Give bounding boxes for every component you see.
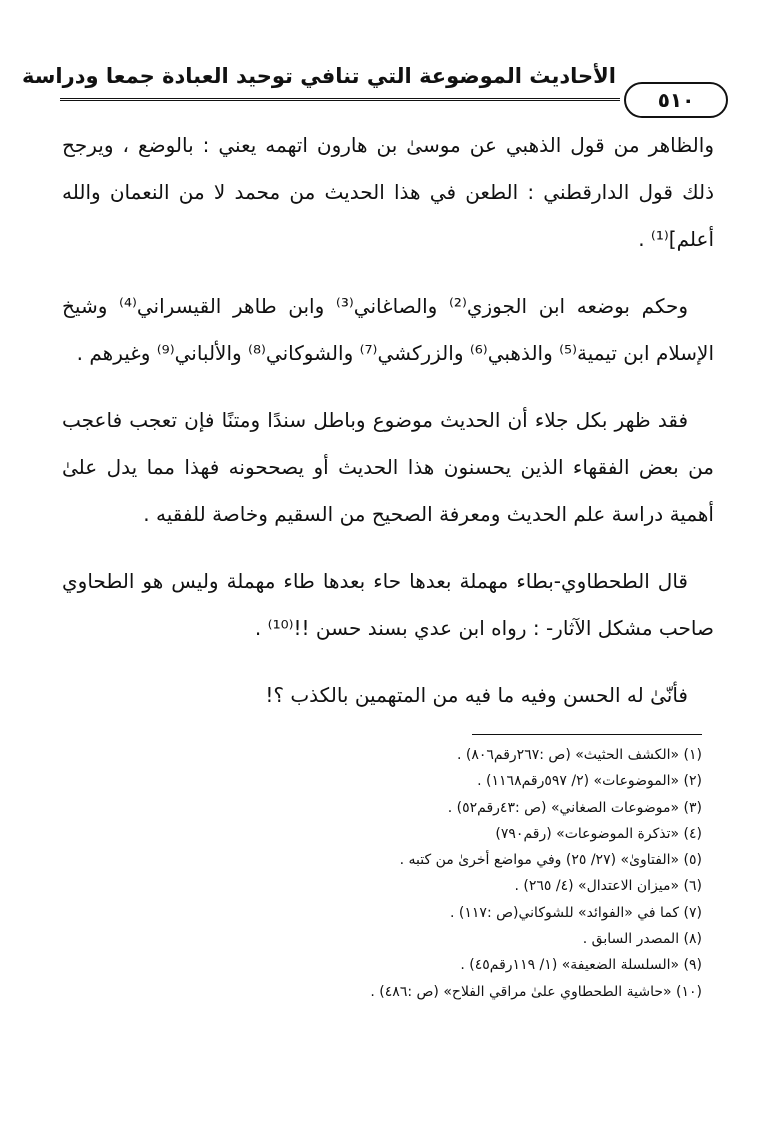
paragraph: قال الطحطاوي-بطاء مهملة بعدها حاء بعدها طاء مهملة وليس هو الطحاوي صاحب مشكل الآثار- : رواه ابن عدي بسند حسن !!⁽¹⁰⁾ .: [62, 569, 714, 640]
footnote: (٥) «الفتاوىٰ» (٢٧/ ٢٥) وفي مواضع أخرىٰ من كتبه .: [399, 852, 702, 869]
footnote: (٣) «موضوعات الصغاني» (ص :٤٣رقم٥٢) .: [447, 799, 702, 816]
running-header: [22, 62, 728, 112]
footnote: (١٠) «حاشية الطحطاوي علىٰ مراقي الفلاح» (ص :٤٨٦) .: [370, 983, 702, 1000]
footnote-separator: [472, 734, 702, 735]
page-number-badge: [624, 82, 728, 118]
footnote: (٤) «تذكرة الموضوعات» (رقم٧٩٠): [495, 825, 702, 842]
footnotes: [102, 742, 702, 1005]
footnote: (٢) «الموضوعات» (٢/ ٥٩٧رقم١١٦٨) .: [477, 773, 702, 790]
paragraph: وحكم بوضعه ابن الجوزي⁽²⁾ والصاغاني⁽³⁾ وابن طاهر القيسراني⁽⁴⁾ وشيخ الإسلام ابن تيمية⁽⁵⁾ والذهبي⁽⁶⁾ والزركشي⁽⁷⁾ والشوكاني⁽⁸⁾ والألباني⁽⁹⁾ وغيرهم .: [62, 294, 714, 365]
header-rule: [60, 98, 620, 101]
page-number: ٥١٠: [657, 88, 695, 112]
paragraph: فقد ظهر بكل جلاء أن الحديث موضوع وباطل سندًا ومتنًا فإن تعجب فاعجب من بعض الفقهاء الذين يحسنون هذا الحديث أو يصححونه فهذا مما يدل علىٰ أهمية دراسة علم الحديث ومعرفة الصحيح من السقيم وخاصة للفقيه .: [62, 408, 714, 526]
footnote: (٦) «ميزان الاعتدال» (٤/ ٢٦٥) .: [514, 878, 702, 895]
footnote: (٧) كما في «الفوائد» للشوكاني(ص :١١٧) .: [450, 904, 702, 921]
footnote: (٨) المصدر السابق .: [582, 931, 702, 948]
header-title: الأحاديث الموضوعة التي تنافي توحيد العبادة جمعا ودراسة: [22, 64, 616, 88]
paragraph: والظاهر من قول الذهبي عن موسىٰ بن هارون اتهمه يعني : بالوضع ، ويرجح ذلك قول الدارقطني : الطعن في هذا الحديث من محمد لا من النعمان والله أعلم]⁽¹⁾ .: [62, 133, 714, 251]
footnote: (٩) «السلسلة الضعيفة» (١/ ١١٩رقم٤٥) .: [460, 957, 702, 974]
paragraph: فأنّىٰ له الحسن وفيه ما فيه من المتهمين بالكذب ؟!: [265, 683, 688, 707]
footnote: (١) «الكشف الحثيث» (ص :٢٦٧رقم٨٠٦) .: [456, 747, 702, 763]
body-text: [62, 122, 714, 739]
